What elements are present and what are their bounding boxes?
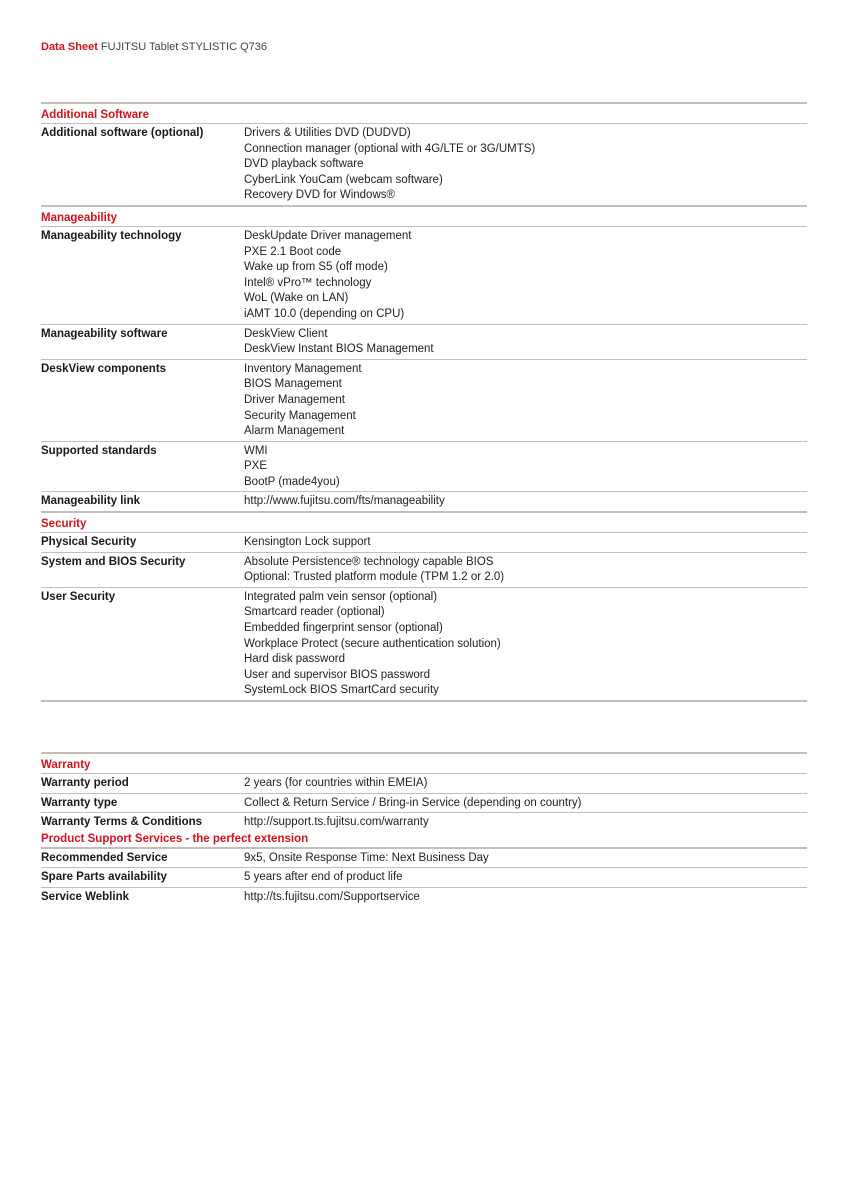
document-header xyxy=(41,41,267,53)
spec-row xyxy=(41,812,807,832)
spec-row xyxy=(41,532,807,552)
spec-row xyxy=(41,123,807,205)
spec-label: Warranty type xyxy=(41,796,118,809)
spec-value: BIOS Management xyxy=(244,378,342,391)
spec-value: WMI xyxy=(244,444,268,457)
spec-value: DVD playback software xyxy=(244,158,364,171)
section-heading: Product Support Services - the perfect extension xyxy=(41,832,309,845)
spec-label: Manageability software xyxy=(41,327,168,340)
spec-value: Absolute Persistence® technology capable BIOS xyxy=(244,555,494,568)
spec-value: Recovery DVD for Windows® xyxy=(244,189,395,202)
spec-value: PXE xyxy=(244,460,268,473)
section-heading: Manageability xyxy=(41,205,807,226)
spec-row xyxy=(41,226,807,324)
spec-label: DeskView components xyxy=(41,362,167,375)
spec-row xyxy=(41,887,807,907)
spec-values xyxy=(244,126,807,204)
spec-value: Integrated palm vein sensor (optional) xyxy=(244,590,438,603)
spec-values xyxy=(244,890,807,906)
spec-values xyxy=(244,535,807,551)
spec-value: Driver Management xyxy=(244,393,345,406)
spec-value: http://ts.fujitsu.com/Supportservice xyxy=(244,890,420,903)
spec-value: Optional: Trusted platform module (TPM 1.2 or 2.0) xyxy=(244,571,505,584)
spec-value: Collect & Return Service / Bring-in Service (depending on country) xyxy=(244,796,582,809)
spec-value: Security Management xyxy=(244,409,356,422)
spec-values xyxy=(244,776,807,792)
spec-value: 9x5, Onsite Response Time: Next Business Day xyxy=(244,851,489,864)
spec-values xyxy=(244,870,807,886)
spec-row xyxy=(41,773,807,793)
spec-values xyxy=(244,815,807,831)
spec-value: DeskView Instant BIOS Management xyxy=(244,343,434,356)
spec-value: SystemLock BIOS SmartCard security xyxy=(244,684,439,697)
spec-values xyxy=(244,229,807,323)
section-spacer xyxy=(41,702,807,752)
header-title: FUJITSU Tablet STYLISTIC Q736 xyxy=(100,41,267,53)
spec-value: Hard disk password xyxy=(244,653,345,666)
spec-values xyxy=(244,851,807,867)
spec-value: DeskUpdate Driver management xyxy=(244,229,412,242)
spec-label: Physical Security xyxy=(41,536,137,549)
spec-value: WoL (Wake on LAN) xyxy=(244,292,349,305)
spec-value: 5 years after end of product life xyxy=(244,871,403,884)
spec-value: DeskView Client xyxy=(244,327,328,340)
spec-row xyxy=(41,441,807,492)
spec-row xyxy=(41,793,807,813)
spec-values xyxy=(244,555,807,586)
spec-row xyxy=(41,587,807,700)
spec-value: Drivers & Utilities DVD (DUDVD) xyxy=(244,127,411,139)
spec-value: BootP (made4you) xyxy=(244,475,340,488)
spec-row xyxy=(41,359,807,441)
spec-row xyxy=(41,552,807,587)
section-heading: Additional Software xyxy=(41,102,807,123)
spec-value: Connection manager (optional with 4G/LTE or 3G/UMTS) xyxy=(244,142,536,155)
spec-label: Warranty Terms & Conditions xyxy=(41,816,203,829)
spec-value: Alarm Management xyxy=(244,425,345,438)
spec-label: Additional software (optional) xyxy=(41,127,204,139)
spec-sheet xyxy=(41,102,807,907)
spec-label: Service Weblink xyxy=(41,890,129,903)
spec-value: Smartcard reader (optional) xyxy=(244,606,385,619)
spec-value: Kensington Lock support xyxy=(244,536,371,549)
spec-label: Warranty period xyxy=(41,777,129,789)
spec-row xyxy=(41,324,807,359)
spec-value: http://www.fujitsu.com/fts/manageability xyxy=(244,495,445,508)
spec-value: Embedded fingerprint sensor (optional) xyxy=(244,622,443,635)
spec-value: iAMT 10.0 (depending on CPU) xyxy=(244,307,405,320)
spec-row xyxy=(41,491,807,511)
spec-values xyxy=(244,362,807,440)
spec-row xyxy=(41,867,807,887)
header-brand: Data Sheet xyxy=(41,41,98,53)
spec-value: Wake up from S5 (off mode) xyxy=(244,261,388,274)
spec-values xyxy=(244,590,807,699)
spec-value: Workplace Protect (secure authentication solution) xyxy=(244,637,501,650)
spec-value: CyberLink YouCam (webcam software) xyxy=(244,173,443,186)
spec-label: Recommended Service xyxy=(41,851,168,864)
spec-value: User and supervisor BIOS password xyxy=(244,668,430,681)
spec-label: User Security xyxy=(41,590,116,603)
section-heading: Security xyxy=(41,511,807,532)
spec-value: 2 years (for countries within EMEIA) xyxy=(244,777,428,789)
spec-row xyxy=(41,847,807,868)
section-heading: Warranty xyxy=(41,752,807,773)
spec-value: http://support.ts.fujitsu.com/warranty xyxy=(244,816,429,829)
spec-label: Spare Parts availability xyxy=(41,871,167,884)
spec-label: System and BIOS Security xyxy=(41,555,186,568)
spec-value: Inventory Management xyxy=(244,362,362,375)
spec-label: Supported standards xyxy=(41,444,157,457)
spec-values xyxy=(244,444,807,491)
spec-value: Intel® vPro™ technology xyxy=(244,276,372,289)
spec-values xyxy=(244,327,807,358)
spec-value: PXE 2.1 Boot code xyxy=(244,245,342,258)
spec-values xyxy=(244,796,807,812)
spec-label: Manageability technology xyxy=(41,229,182,242)
spec-values xyxy=(244,494,807,510)
spec-label: Manageability link xyxy=(41,495,141,508)
